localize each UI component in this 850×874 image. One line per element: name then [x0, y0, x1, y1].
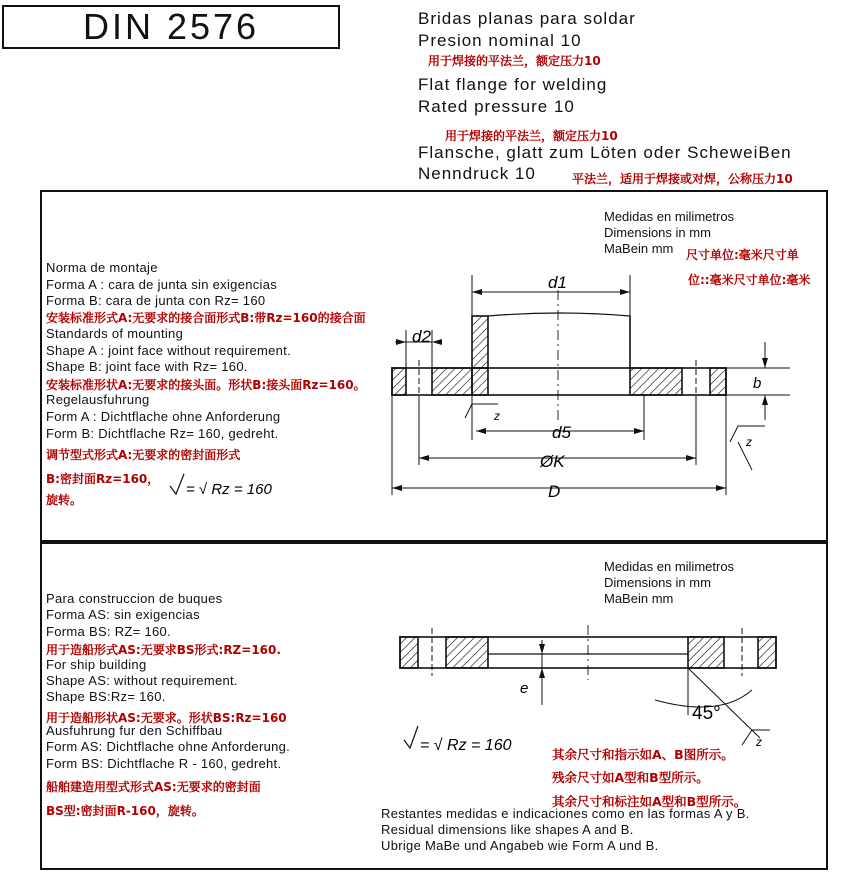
top-text-line-cn: 安装标准形式A:无要求的接合面形式B:带Rz=160的接合面: [46, 311, 366, 325]
top-units-es: Medidas en milimetros: [604, 209, 735, 224]
bottom-text-line: Shape BS:Rz= 160.: [46, 689, 166, 704]
note-de: Ubrige MaBe und Angabeb wie Form A und B.: [381, 838, 659, 853]
bottom-text-line: Forma AS: sin exigencias: [46, 607, 200, 622]
top-text-line: Form A : Dichtflache ohne Anforderung: [46, 409, 281, 424]
bottom-text-line-cn: 用于造船形式AS:无要求BS形式:RZ=160.: [46, 643, 281, 657]
label-e: e: [520, 680, 529, 697]
top-text-line: Shape B: joint face with Rz= 160.: [46, 359, 248, 374]
bottom-text-line-cn: 船舶建造用型式形式AS:无要求的密封面: [46, 780, 261, 794]
bottom-text-line: Form BS: Dichtflache R - 160, gedreht.: [46, 756, 282, 771]
bottom-text-line: Form AS: Dichtflache ohne Anforderung.: [46, 739, 291, 754]
header-de-2: Nenndruck 10: [418, 164, 536, 183]
label-d: D: [548, 482, 561, 501]
label-d2: d2: [412, 327, 431, 346]
bottom-text-line: Para construccion de buques: [46, 591, 223, 606]
top-text-line: Forma A : cara de junta sin exigencias: [46, 277, 278, 292]
bottom-text-line: For ship building: [46, 657, 147, 672]
bottom-text-line-cn: 用于造船形状AS:无要求。形状BS:Rz=160: [46, 711, 287, 725]
label-z: z: [756, 735, 762, 749]
header-es-1: Bridas planas para soldar: [418, 9, 636, 28]
header-cn-1: 用于焊接的平法兰，额定压力10: [428, 54, 601, 68]
note-es: Restantes medidas e indicaciones como en las formas A y B.: [381, 806, 750, 821]
note-cn-3: 其余尺寸和标注如A型和B型所示。: [552, 794, 747, 809]
header-en-2: Rated pressure 10: [418, 97, 575, 116]
top-text-line-cn: 安装标准形状A:无要求的接头面。形状B:接头面Rz=160。: [46, 378, 366, 392]
bottom-text-line-cn: BS型:密封面R-160，旋转。: [46, 804, 204, 818]
top-text-line: Shape A : joint face without requirement.: [46, 343, 291, 358]
top-units-en: Dimensions in mm: [604, 225, 711, 240]
top-units-de: MaBein mm: [604, 241, 674, 256]
label-d1: d1: [548, 273, 567, 292]
top-units-cn-1: 尺寸单位:毫米尺寸单: [686, 248, 799, 262]
label-k: ØK: [540, 452, 565, 471]
header-cn-3: 平法兰，适用于焊接或对焊，公称压力10: [572, 172, 793, 186]
roughness-formula: = √ Rz = 160: [186, 481, 272, 498]
header-cn-2: 用于焊接的平法兰，额定压力10: [445, 129, 618, 143]
bottom-units-es: Medidas en milimetros: [604, 559, 735, 574]
note-cn-1: 其余尺寸和指示如A、B图所示。: [552, 747, 734, 762]
bottom-text-line: Shape AS: without requirement.: [46, 673, 238, 688]
label-z: z: [746, 435, 752, 449]
document-title: DIN 2576: [82, 6, 260, 47]
header-es-2: Presion nominal 10: [418, 31, 582, 50]
label-angle: 45°: [692, 703, 721, 724]
top-text-line: Standards of mounting: [46, 326, 184, 341]
label-d5: d5: [552, 423, 571, 442]
label-z: z: [494, 409, 500, 423]
bottom-units-en: Dimensions in mm: [604, 575, 711, 590]
top-text-line: Forma B: cara de junta con Rz= 160: [46, 293, 266, 308]
header-en-1: Flat flange for welding: [418, 75, 608, 94]
top-text-line-cn: 旋转。: [46, 493, 83, 507]
top-text-line: Norma de montaje: [46, 260, 158, 275]
roughness-formula-ship: = √ Rz = 160: [420, 737, 512, 754]
top-units-cn-2: 位::毫米尺寸单位:毫米: [688, 273, 811, 287]
top-text-line-cn: 调节型式形式A:无要求的密封面形式: [46, 448, 241, 462]
bottom-units-de: MaBein mm: [604, 591, 674, 606]
note-en: Residual dimensions like shapes A and B.: [381, 822, 634, 837]
bottom-text-line: Forma BS: RZ= 160.: [46, 624, 171, 639]
label-b: b: [753, 375, 762, 392]
top-text-line: Form B: Dichtflache Rz= 160, gedreht.: [46, 426, 279, 441]
header-de-1: Flansche, glatt zum Löten oder ScheweiBen: [418, 143, 792, 162]
top-text-line: Regelausfuhrung: [46, 392, 150, 407]
note-cn-2: 残余尺寸如A型和B型所示。: [552, 770, 709, 785]
bottom-text-line: Ausfuhrung fur den Schiffbau: [46, 723, 223, 738]
top-text-line-cn: B:密封面Rz=160，: [46, 472, 160, 486]
